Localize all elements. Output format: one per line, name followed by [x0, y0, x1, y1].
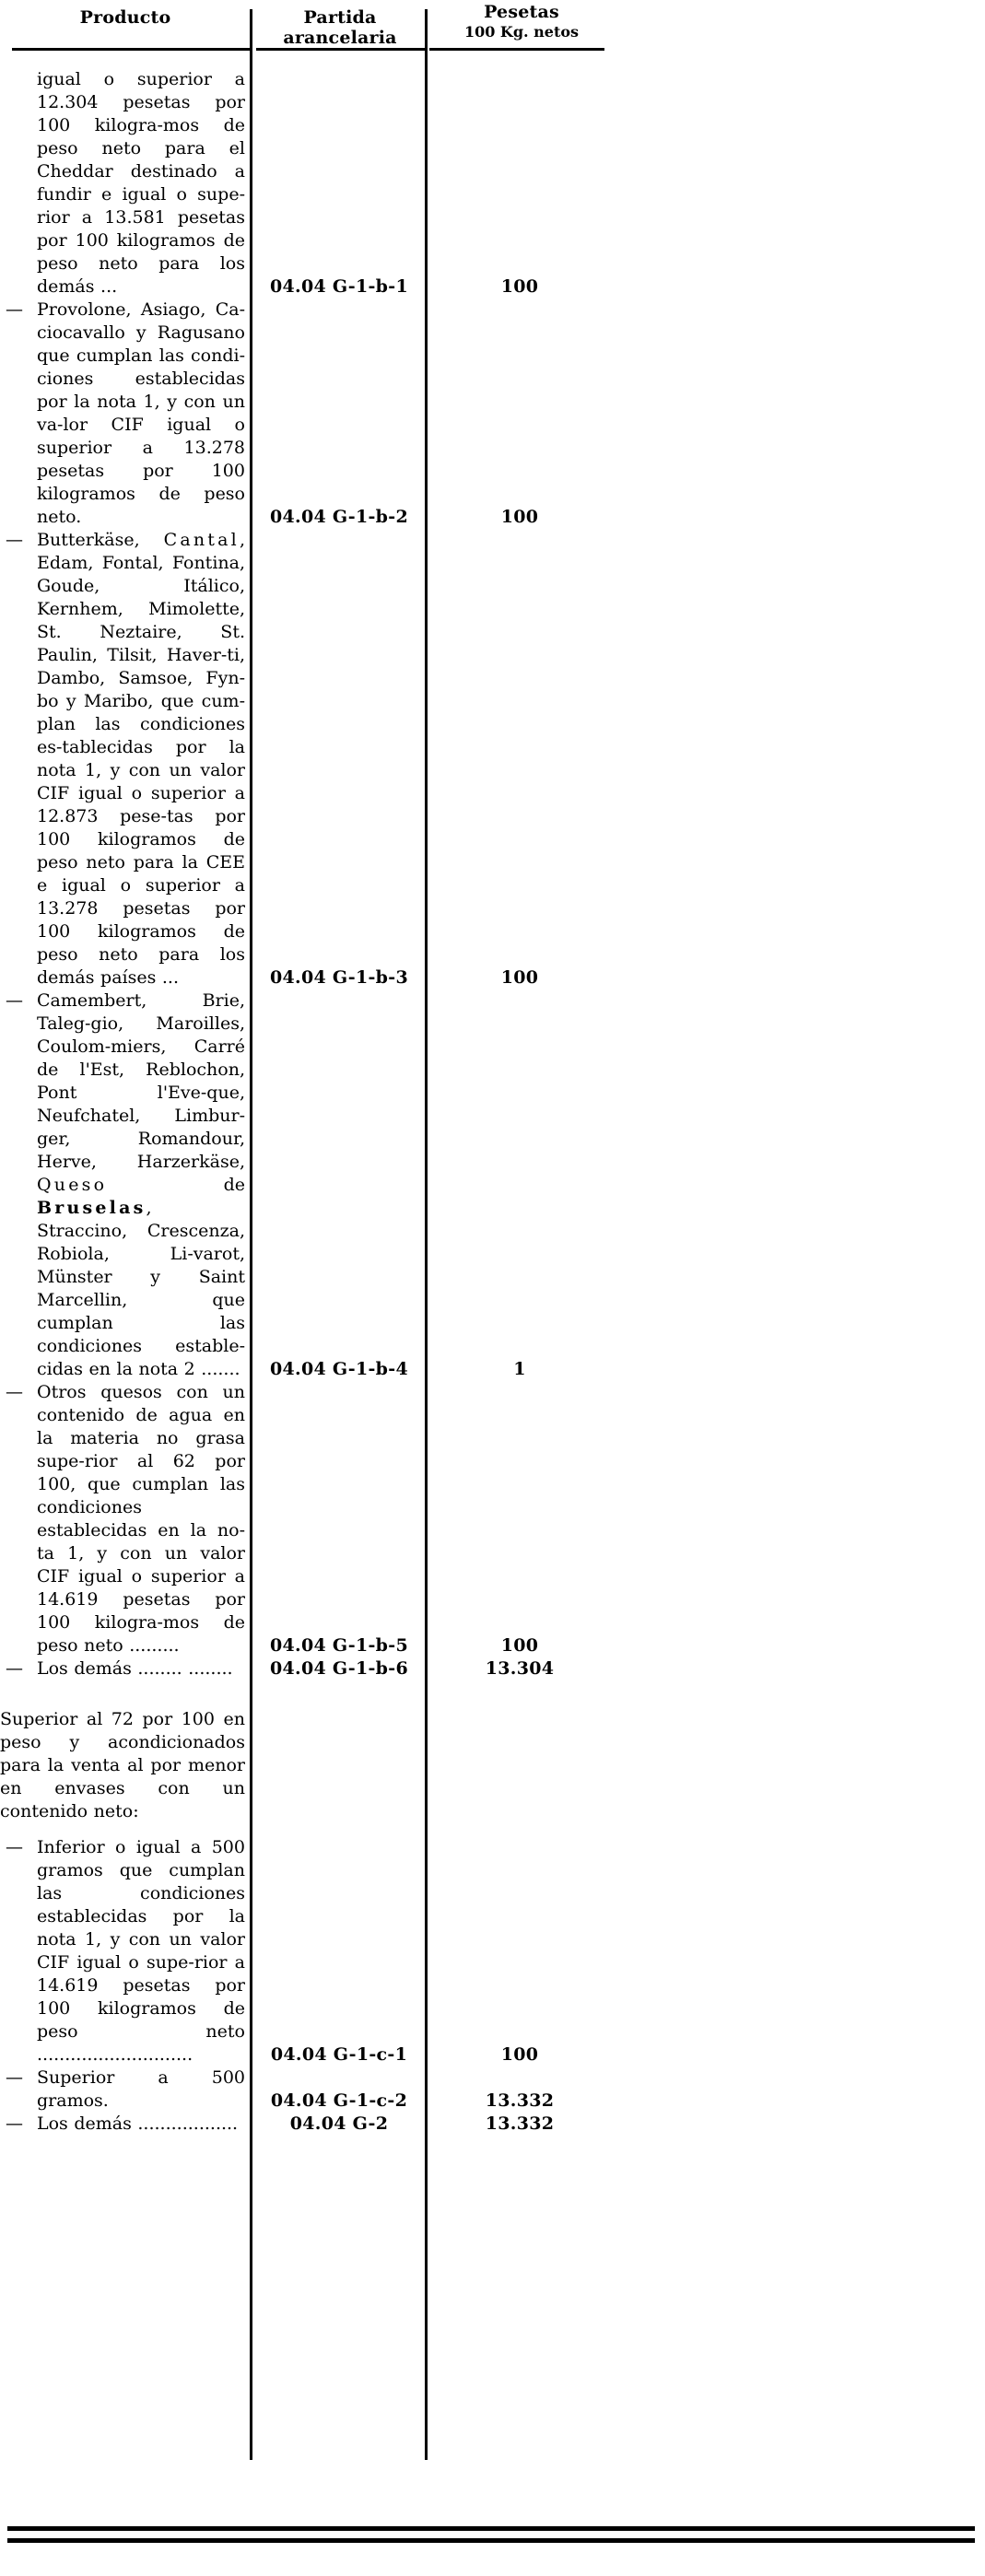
bottom-rule-bottom [7, 2538, 975, 2543]
header-rule-producto [12, 48, 251, 51]
product-description: Butterkäse, Cantal, Edam, Fontal, Fontina, Goude, Itálico, Kernhem, Mimolette, St. Neztaire, St. Paulin, Tilsit, Haver-ti, Dambo, Samsoe, Fyn-bo y Maribo, que cum-plan las condiciones es-tablecidas por la nota 1, y con un valor CIF igual o superior a 12.873 pese-tas por 100 kilogramos de peso neto para la CEE e igual o superior a 13.278 pesetas por 100 kilogramos de peso neto para los demás países ... [37, 530, 245, 988]
cell-pesetas-valor: 100 [500, 2044, 539, 2065]
table-row [0, 2067, 985, 2113]
cell-pesetas-valor: 100 [500, 1635, 539, 1656]
list-bullet-dash: — [6, 530, 23, 550]
cell-partida-arancelaria: 04.04 G-1-b-3 [270, 967, 408, 988]
cell-partida-arancelaria: 04.04 G-1-b-5 [270, 1635, 408, 1656]
cell-pesetas-valor: 13.332 [485, 2090, 555, 2111]
cell-producto [0, 1657, 251, 1680]
table-row [0, 1381, 985, 1657]
table-header [0, 0, 985, 57]
product-description: Provolone, Asiago, Ca-ciocavallo y Ragusano que cumplan las condi-ciones establecidas por la nota 1, y con un va-lor CIF igual o superior a 13.278 pesetas por 100 kilogramos de peso neto. [37, 299, 245, 527]
cell-producto [0, 2113, 251, 2136]
spaced-text: Bruselas [37, 1198, 147, 1218]
cell-pesetas-valor: 1 [513, 1359, 526, 1379]
table-row [0, 1708, 985, 1823]
cell-producto [0, 1836, 251, 2067]
bottom-rule-top [7, 2526, 975, 2531]
cell-pesetas-valor: 100 [500, 967, 539, 988]
column-header-partida-arancelaria: Partida arancelaria [283, 7, 397, 48]
product-description: Los demás ........ ........ [37, 1658, 233, 1679]
spaced-text: Queso [37, 1175, 108, 1195]
list-bullet-dash: — [6, 1382, 23, 1402]
cell-partida-arancelaria: 04.04 G-2 [289, 2113, 389, 2134]
product-description: Otros quesos con un contenido de agua en la materia no grasa supe-rior al 62 por 100, que cumplan las condiciones establecidas en la no-ta 1, y con un valor CIF igual o superior a 14.619 pesetas por 100 kilogra-mos de peso neto ......... [37, 1382, 245, 1656]
cell-partida-arancelaria: 04.04 G-1-b-4 [270, 1359, 408, 1379]
product-description: Superior al 72 por 100 en peso y acondicionados para la venta al por menor en envases con un contenido neto: [0, 1709, 245, 1821]
table-row [0, 1836, 985, 2067]
cell-partida-arancelaria: 04.04 G-1-b-6 [270, 1658, 408, 1679]
cell-pesetas-valor: 100 [500, 276, 539, 297]
product-description: igual o superior a 12.304 pesetas por 100 kilogra-mos de peso neto para el Cheddar destinado a fundir e igual o supe-rior a 13.581 pesetas por 100 kilogramos de peso neto para los demás ... [37, 69, 245, 297]
table-row [0, 2113, 985, 2136]
column-header-pesetas [429, 2, 614, 42]
cell-pesetas-valor: 13.332 [485, 2113, 555, 2134]
product-description: Inferior o igual a 500 gramos que cumplan las condiciones establecidas por la nota 1, y con un valor CIF igual o supe-rior a 14.619 pesetas por 100 kilogramos de peso neto ............................ [37, 1837, 245, 2065]
column-header-pesetas-line1: Pesetas [484, 2, 559, 22]
product-description: Los demás .................. [37, 2113, 239, 2134]
table-row [0, 299, 985, 529]
list-bullet-dash: — [6, 990, 23, 1011]
table-row [0, 989, 985, 1381]
cell-producto [0, 1708, 251, 1823]
cell-partida-arancelaria: 04.04 G-1-c-1 [270, 2044, 408, 2065]
column-header-producto: Producto [79, 7, 171, 28]
cell-producto [0, 1381, 251, 1657]
column-header-pesetas-line2: 100 Kg. netos [463, 23, 580, 41]
cell-partida-arancelaria: 04.04 G-1-b-1 [270, 276, 408, 297]
list-bullet-dash: — [6, 2067, 23, 2088]
cell-partida-arancelaria: 04.04 G-1-b-2 [270, 507, 408, 527]
cell-producto [0, 299, 251, 529]
product-description: Camembert, Brie, Taleg-gio, Maroilles, Coulom-miers, Carré de l'Est, Reblochon, Pont l'Eve-que, Neufchatel, Limbur-ger, Romandour, Herve, Harzerkäse, Queso de Bruselas, Straccino, Crescenza, Robiola, Li-varot, Münster y Saint Marcellin, que cumplan las condiciones estable-cidas en la nota 2 ....... [37, 990, 245, 1379]
table-row [0, 529, 985, 989]
table-row [0, 68, 985, 299]
cell-producto [0, 529, 251, 989]
table-row [0, 1657, 985, 1680]
list-bullet-dash: — [6, 299, 23, 320]
list-bullet-dash: — [6, 1837, 23, 1857]
header-rule-partida [256, 48, 425, 51]
list-bullet-dash: — [6, 2113, 23, 2134]
spaced-text: Cantal [163, 530, 240, 550]
product-description: Superior a 500 gramos. [37, 2067, 245, 2111]
cell-pesetas-valor: 100 [500, 507, 539, 527]
cell-partida-arancelaria: 04.04 G-1-c-2 [270, 2090, 408, 2111]
cell-pesetas-valor: 13.304 [485, 1658, 555, 1679]
cell-producto [0, 68, 251, 299]
list-bullet-dash: — [6, 1658, 23, 1679]
cell-producto [0, 989, 251, 1381]
table-body [0, 57, 985, 2136]
header-rule-pesetas [429, 48, 604, 51]
cell-producto [0, 2067, 251, 2113]
